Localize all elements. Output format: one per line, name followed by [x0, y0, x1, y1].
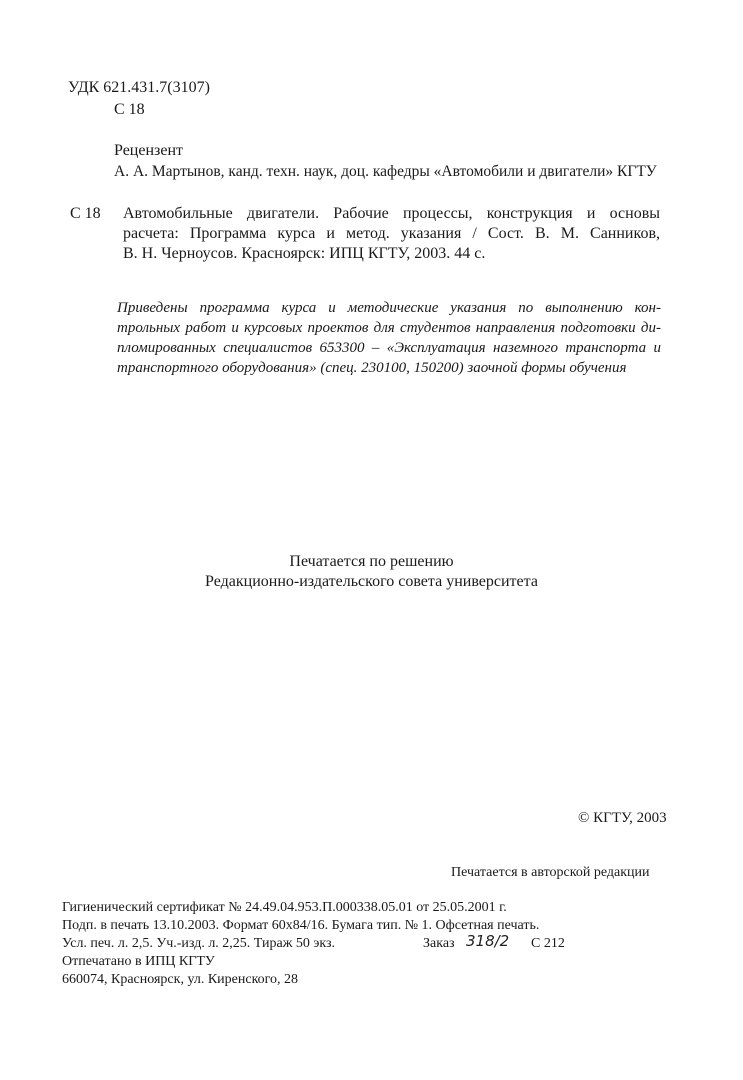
- bibliography-line-2: расчета: Программа курса и метод. указания / Сост. В. М. Санников,: [123, 225, 660, 242]
- reviewer-heading: Рецензент: [114, 142, 183, 159]
- annotation-line-1: Приведены программа курса и методические указания по выполнению кон-: [117, 300, 661, 316]
- imprint-print-details: Подп. в печать 13.10.2003. Формат 60х84/16. Бумага тип. № 1. Офсетная печать.: [62, 918, 540, 933]
- approval-line-1: Печатается по решению: [289, 553, 454, 570]
- edition-note: Печатается в авторской редакции: [451, 865, 650, 880]
- annotation-line-3: пломированных специалистов 653300 – «Эксплуатация наземного транспорта и: [117, 340, 661, 356]
- approval-line-2: Редакционно-издательского совета университета: [205, 573, 538, 590]
- annotation-line-2: трольных работ и курсовых проектов для студентов направления подготовки ди-: [117, 320, 661, 336]
- bibliography-line-3: В. Н. Черноусов. Красноярск: ИПЦ КГТУ, 2003. 44 с.: [123, 245, 486, 262]
- imprint-order-label: Заказ: [423, 936, 455, 951]
- bibliography-shelf-code: С 18: [70, 205, 101, 222]
- annotation-line-4: транспортного оборудования» (спец. 230100, 150200) заочной формы обучения: [117, 360, 627, 376]
- imprint-certificate: Гигиенический сертификат № 24.49.04.953.П.000338.05.01 от 25.05.2001 г.: [62, 900, 507, 915]
- imprint-printed-at: Отпечатано в ИПЦ КГТУ: [62, 954, 215, 969]
- bibliography-line-1: Автомобильные двигатели. Рабочие процессы, конструкция и основы: [123, 205, 660, 222]
- imprint-print-volume: Усл. печ. л. 2,5. Уч.-изд. л. 2,25. Тираж 50 экз.: [62, 936, 336, 951]
- udk-code: УДК 621.431.7(3107): [68, 79, 210, 96]
- imprint-address: 660074, Красноярск, ул. Киренского, 28: [62, 972, 299, 987]
- imprint-order-number-handwritten: 318/2: [466, 932, 510, 950]
- imprint-order-code: С 212: [531, 936, 565, 951]
- copyright-notice: © КГТУ, 2003: [578, 810, 667, 826]
- reviewer-line: А. А. Мартынов, канд. техн. наук, доц. кафедры «Автомобили и двигатели» КГТУ: [114, 163, 657, 180]
- udk-shelf-code: С 18: [114, 101, 145, 118]
